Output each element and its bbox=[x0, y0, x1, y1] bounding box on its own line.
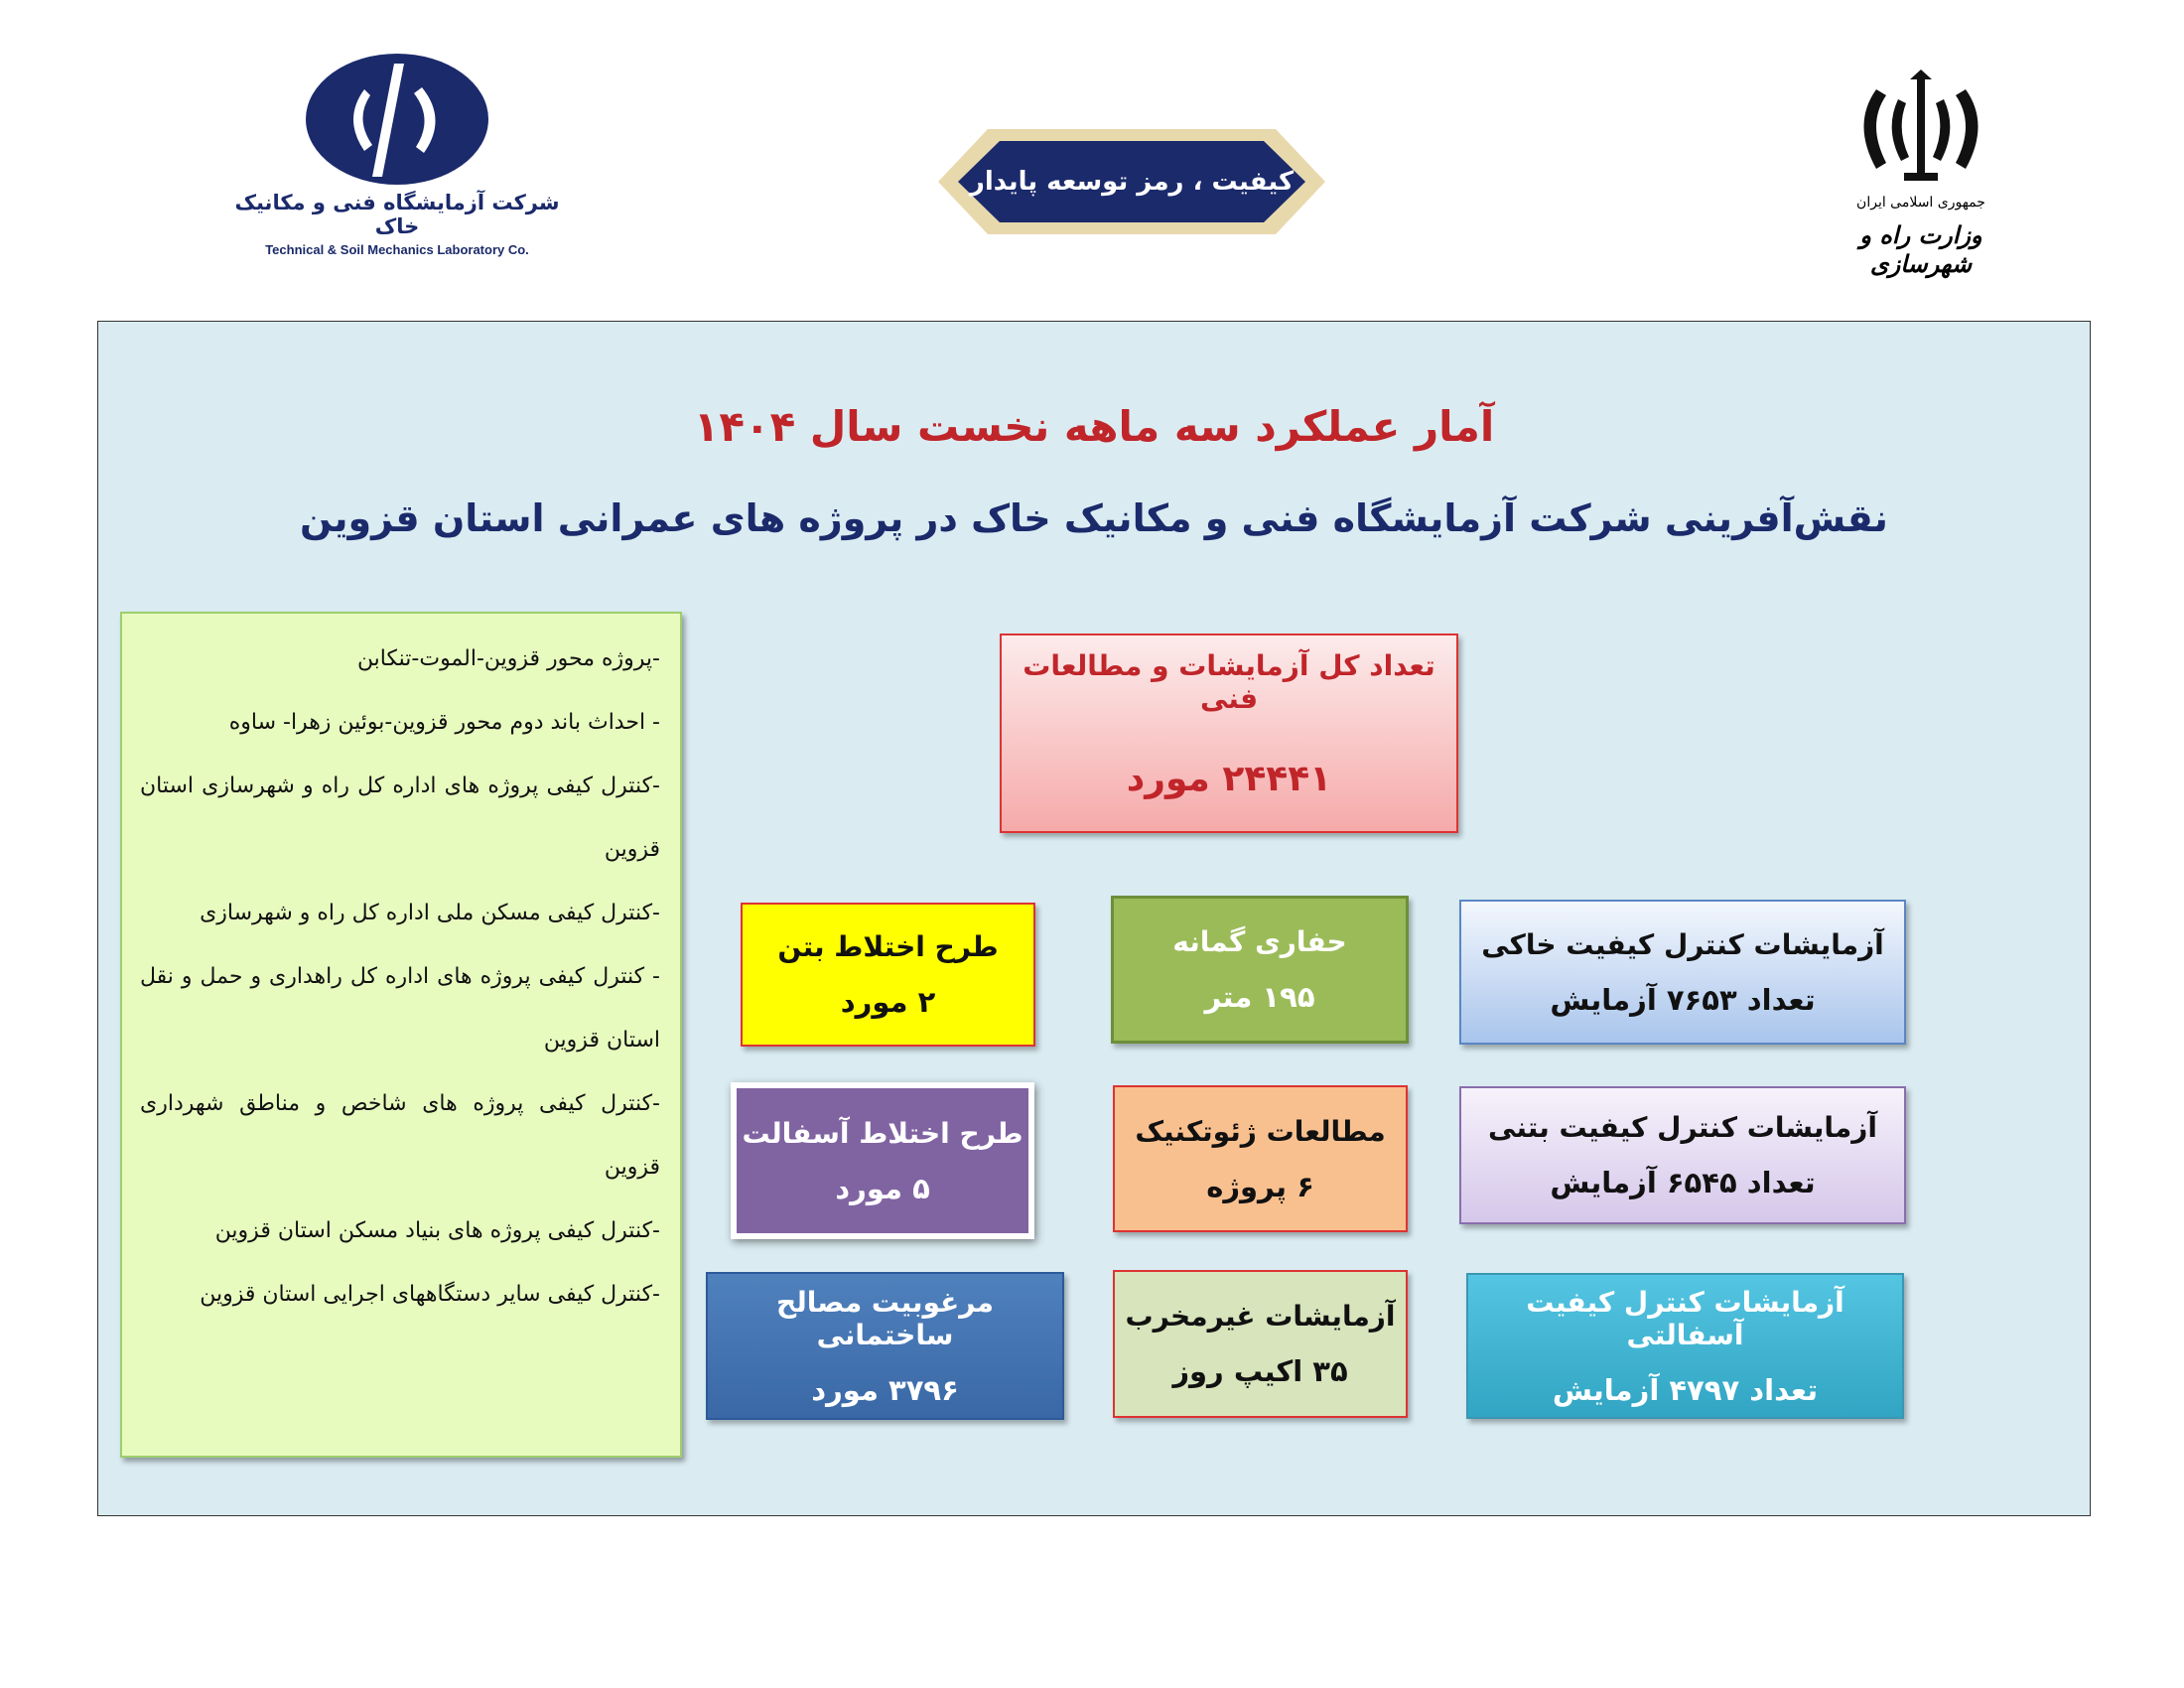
company-name-fa: شرکت آزمایشگاه فنی و مکانیک خاک bbox=[234, 191, 560, 238]
card-value: ۳۷۹۶ مورد bbox=[811, 1372, 959, 1407]
iran-emblem-icon bbox=[1846, 70, 1995, 189]
card-label: مرغوبیت مصالح ساختمانی bbox=[776, 1285, 994, 1351]
card-value: ۶ پروژه bbox=[1206, 1169, 1314, 1203]
total-tests-value: ۲۴۴۴۱ مورد bbox=[1126, 759, 1332, 799]
total-tests-card bbox=[1000, 633, 1458, 833]
list-item: -کنترل کیفی پروژه های بنیاد مسکن استان قزوین bbox=[214, 1218, 660, 1243]
card-value: تعداد ۴۷۹۷ آزمایش bbox=[1552, 1372, 1819, 1407]
ministry-label: وزارت راه و شهرسازی bbox=[1859, 220, 1982, 278]
ministry-logo bbox=[1807, 70, 2035, 278]
card-label: طرح اختلاط بتن bbox=[777, 930, 999, 963]
list-item: - کنترل کیفی پروژه های اداره کل راهداری و حمل و نقل استان قزوین bbox=[140, 964, 660, 1053]
list-item: -کنترل کیفی پروژه های شاخص و مناطق شهرداری قزوین bbox=[140, 1091, 660, 1180]
company-emblem-icon bbox=[303, 50, 491, 189]
card-label: آزمایشات کنترل کیفیت خاکی bbox=[1481, 927, 1884, 961]
soil-tests-card bbox=[1459, 900, 1906, 1045]
card-value: ۳۵ اکیپ روز bbox=[1172, 1354, 1348, 1388]
card-value: تعداد ۶۵۴۵ آزمایش bbox=[1550, 1166, 1816, 1199]
motto-text: کیفیت ، رمز توسعه پایدار bbox=[969, 167, 1295, 197]
asphalt-mix-card bbox=[731, 1082, 1034, 1239]
company-logo bbox=[228, 50, 566, 258]
republic-label: جمهوری اسلامی ایران bbox=[1856, 195, 1985, 211]
list-item: -کنترل کیفی سایر دستگاههای اجرایی استان قزوین bbox=[200, 1282, 660, 1307]
concrete-tests-card bbox=[1459, 1086, 1906, 1224]
list-item: - احداث باند دوم محور قزوین-بوئین زهرا- ساوه bbox=[228, 710, 660, 735]
company-name-en: Technical & Soil Mechanics Laboratory Co. bbox=[265, 242, 529, 257]
card-value: ۱۹۵ متر bbox=[1204, 980, 1315, 1014]
motto-banner bbox=[908, 117, 1355, 246]
card-value: ۵ مورد bbox=[835, 1171, 930, 1205]
borehole-drilling-card bbox=[1111, 896, 1409, 1044]
card-label: طرح اختلاط آسفالت bbox=[742, 1116, 1024, 1150]
card-label: آزمایشات غیرمخرب bbox=[1125, 1300, 1396, 1333]
card-value: تعداد ۷۶۵۳ آزمایش bbox=[1550, 982, 1816, 1017]
card-label: مطالعات ژئوتکنیک bbox=[1135, 1114, 1386, 1148]
ndt-tests-card bbox=[1113, 1270, 1408, 1418]
project-list bbox=[120, 612, 682, 1458]
page-title: آمار عملکرد سه ماهه نخست سال ۱۴۰۴ bbox=[693, 402, 1495, 451]
total-tests-label: تعداد کل آزمایشات و مطالعات فنی bbox=[1023, 649, 1435, 715]
list-item: -پروژه محور قزوین-الموت-تنکابن bbox=[356, 646, 660, 671]
list-item: -کنترل کیفی مسکن ملی اداره کل راه و شهرسازی bbox=[200, 901, 660, 925]
concrete-mix-card bbox=[741, 903, 1035, 1047]
list-item: -کنترل کیفی پروژه های اداره کل راه و شهرسازی استان قزوین bbox=[140, 774, 660, 862]
page-subtitle: نقش‌آفرینی شرکت آزمایشگاه فنی و مکانیک خاک در پروژه های عمرانی استان قزوین bbox=[300, 496, 1888, 540]
card-label: حفاری گمانه bbox=[1172, 925, 1347, 958]
geotechnical-card bbox=[1113, 1085, 1408, 1232]
asphalt-tests-card bbox=[1466, 1273, 1904, 1419]
building-materials-card bbox=[706, 1272, 1064, 1420]
card-label: آزمایشات کنترل کیفیت آسفالتی bbox=[1526, 1285, 1844, 1351]
card-label: آزمایشات کنترل کیفیت بتنی bbox=[1488, 1111, 1877, 1144]
card-value: ۲ مورد bbox=[840, 985, 936, 1019]
